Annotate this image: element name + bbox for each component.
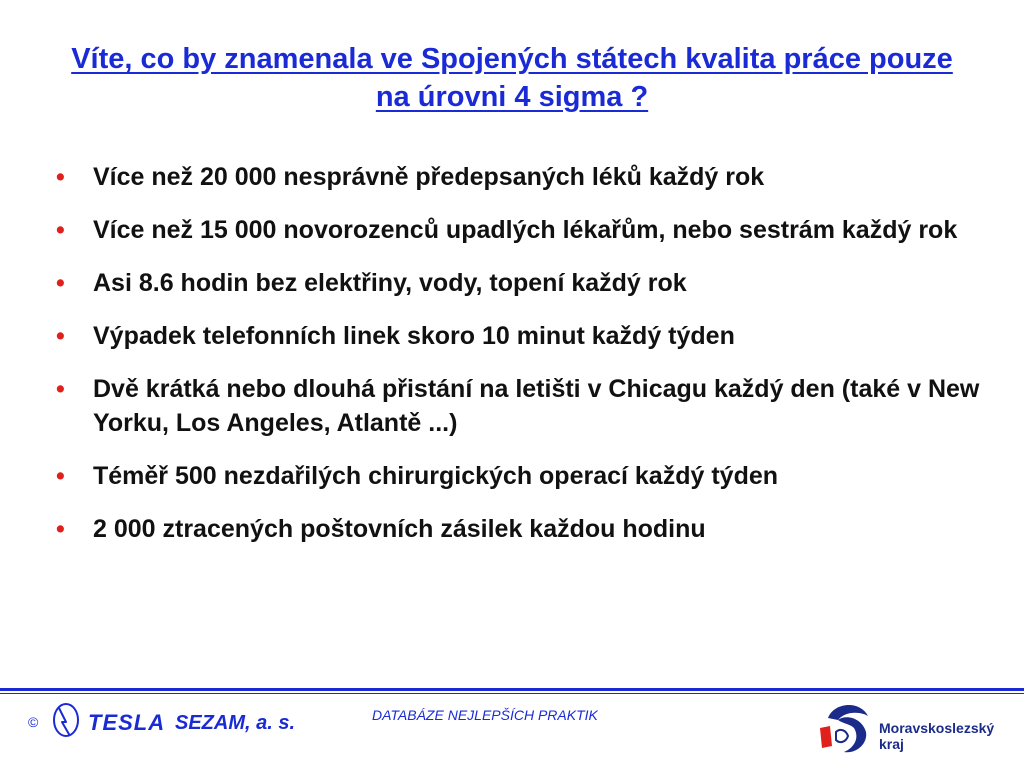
bullet-item <box>48 512 988 546</box>
tesla-wordmark: TESLA <box>88 710 166 735</box>
company-name: SEZAM, a. s. <box>175 712 296 734</box>
bullet-text: Více než 15 000 novorozenců upadlých lékařům, nebo sestrám každý rok <box>93 216 958 244</box>
bullet-item <box>48 459 988 493</box>
bullet-dot: • <box>56 163 65 191</box>
bullet-text: Více než 20 000 nesprávně předepsaných léků každý rok <box>93 163 765 191</box>
bullet-text: 2 000 ztracených poštovních zásilek každou hodinu <box>93 515 706 543</box>
footer-center-text: DATABÁZE NEJLEPŠÍCH PRAKTIK <box>372 707 598 723</box>
bullet-dot: • <box>56 322 65 350</box>
bullet-dot: • <box>56 462 65 490</box>
bullet-text: Výpadek telefonních linek skoro 10 minut každý týden <box>93 322 735 350</box>
region-logo-text <box>879 720 994 752</box>
bullet-dot: • <box>56 216 65 244</box>
footer-rule-thick <box>0 688 1024 691</box>
footer-rule-thin <box>0 693 1024 694</box>
bullet-dot: • <box>56 515 65 543</box>
bullet-text: Asi 8.6 hodin bez elektřiny, vody, topení každý rok <box>93 269 687 297</box>
slide-title: Víte, co by znamenala ve Spojených státech kvalita práce pouze na úrovni 4 sigma ? <box>71 43 953 113</box>
bullet-dot: • <box>56 269 65 297</box>
bullet-item <box>48 160 988 194</box>
bullet-item <box>48 319 988 353</box>
bullet-dot: • <box>56 375 65 403</box>
bullet-item <box>48 266 988 300</box>
bullet-item <box>48 372 988 440</box>
bullet-text: Téměř 500 nezdařilých chirurgických operací každý týden <box>93 462 779 490</box>
bullet-list <box>48 160 988 565</box>
tesla-lightning-logo-icon <box>48 700 88 740</box>
region-name-line1: Moravskoslezský <box>879 720 995 736</box>
copyright-symbol: © <box>28 714 39 730</box>
region-name-line2: kraj <box>879 736 904 752</box>
bullet-item <box>48 213 988 247</box>
bullet-text: Dvě krátká nebo dlouhá přistání na letišti v Chicagu každý den (také v New Yorku, Los Angeles, Atlantě ...) <box>93 375 980 437</box>
moravskoslezsky-kraj-logo-icon <box>816 698 876 758</box>
